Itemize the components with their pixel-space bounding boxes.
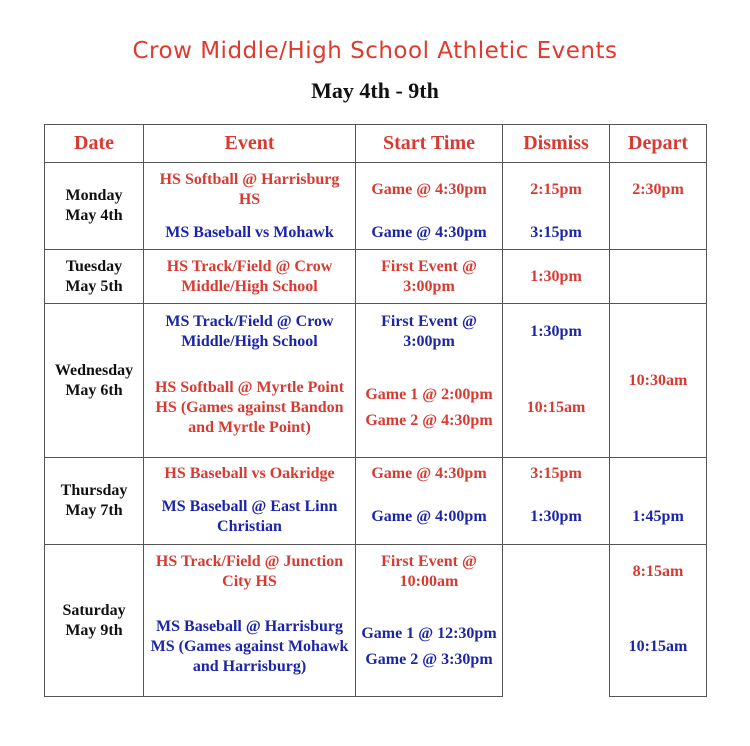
table-row bbox=[45, 304, 707, 360]
table-row bbox=[45, 360, 707, 458]
depart-cell: 8:15am bbox=[610, 545, 707, 599]
page-subtitle: May 4th - 9th bbox=[311, 78, 439, 103]
depart-cell: 2:30pm bbox=[610, 163, 707, 218]
dismiss-cell: 2:15pm bbox=[503, 163, 610, 218]
table-row bbox=[45, 250, 707, 304]
date-cell: Monday May 4th bbox=[45, 163, 144, 250]
start-time-cell: Game @ 4:00pm bbox=[356, 491, 503, 545]
event-cell: HS Baseball vs Oakridge bbox=[144, 458, 356, 491]
start-time-cell: Game 1 @ 2:00pm Game 2 @ 4:30pm bbox=[356, 360, 503, 458]
date-cell: Tuesday May 5th bbox=[45, 250, 144, 304]
col-header-dismiss: Dismiss bbox=[503, 125, 610, 163]
depart-cell: 1:45pm bbox=[610, 491, 707, 545]
col-header-depart: Depart bbox=[610, 125, 707, 163]
col-header-date: Date bbox=[45, 125, 144, 163]
dismiss-cell: 1:30pm bbox=[503, 304, 610, 360]
event-cell: HS Track/Field @ Crow Middle/High School bbox=[144, 250, 356, 304]
depart-cell bbox=[610, 250, 707, 304]
start-time-cell: Game 1 @ 12:30pm Game 2 @ 3:30pm bbox=[356, 599, 503, 697]
date-cell: Saturday May 9th bbox=[45, 545, 144, 697]
schedule-table bbox=[44, 124, 707, 697]
dismiss-cell: 1:30pm bbox=[503, 491, 610, 545]
table-row bbox=[45, 163, 707, 218]
col-header-start-time: Start Time bbox=[356, 125, 503, 163]
dismiss-cell bbox=[503, 545, 610, 697]
start-time-cell: Game @ 4:30pm bbox=[356, 218, 503, 250]
event-cell: MS Baseball @ East Linn Christian bbox=[144, 491, 356, 545]
depart-cell: 10:30am bbox=[610, 304, 707, 458]
dismiss-cell: 3:15pm bbox=[503, 218, 610, 250]
start-time-cell: First Event @ 3:00pm bbox=[356, 304, 503, 360]
table-row bbox=[45, 218, 707, 250]
start-time-cell: First Event @ 3:00pm bbox=[356, 250, 503, 304]
event-cell: HS Track/Field @ Junction City HS bbox=[144, 545, 356, 599]
start-time-cell: Game @ 4:30pm bbox=[356, 163, 503, 218]
table-row bbox=[45, 458, 707, 491]
start-time-cell: First Event @ 10:00am bbox=[356, 545, 503, 599]
dismiss-cell: 1:30pm bbox=[503, 250, 610, 304]
event-cell: HS Softball @ Harrisburg HS bbox=[144, 163, 356, 218]
depart-cell bbox=[610, 218, 707, 250]
date-cell: Thursday May 7th bbox=[45, 458, 144, 545]
col-header-event: Event bbox=[144, 125, 356, 163]
table-row bbox=[45, 491, 707, 545]
event-cell: HS Softball @ Myrtle Point HS (Games against Bandon and Myrtle Point) bbox=[144, 360, 356, 458]
dismiss-cell: 10:15am bbox=[503, 360, 610, 458]
event-cell: MS Track/Field @ Crow Middle/High School bbox=[144, 304, 356, 360]
table-row bbox=[45, 545, 707, 599]
date-cell: Wednesday May 6th bbox=[45, 304, 144, 458]
header-row bbox=[45, 125, 707, 163]
depart-cell bbox=[610, 458, 707, 491]
event-cell: MS Baseball vs Mohawk bbox=[144, 218, 356, 250]
page-title: Crow Middle/High School Athletic Events bbox=[132, 38, 618, 64]
event-cell: MS Baseball @ Harrisburg MS (Games against Mohawk and Harrisburg) bbox=[144, 599, 356, 697]
start-time-cell: Game @ 4:30pm bbox=[356, 458, 503, 491]
depart-cell: 10:15am bbox=[610, 599, 707, 697]
dismiss-cell: 3:15pm bbox=[503, 458, 610, 491]
